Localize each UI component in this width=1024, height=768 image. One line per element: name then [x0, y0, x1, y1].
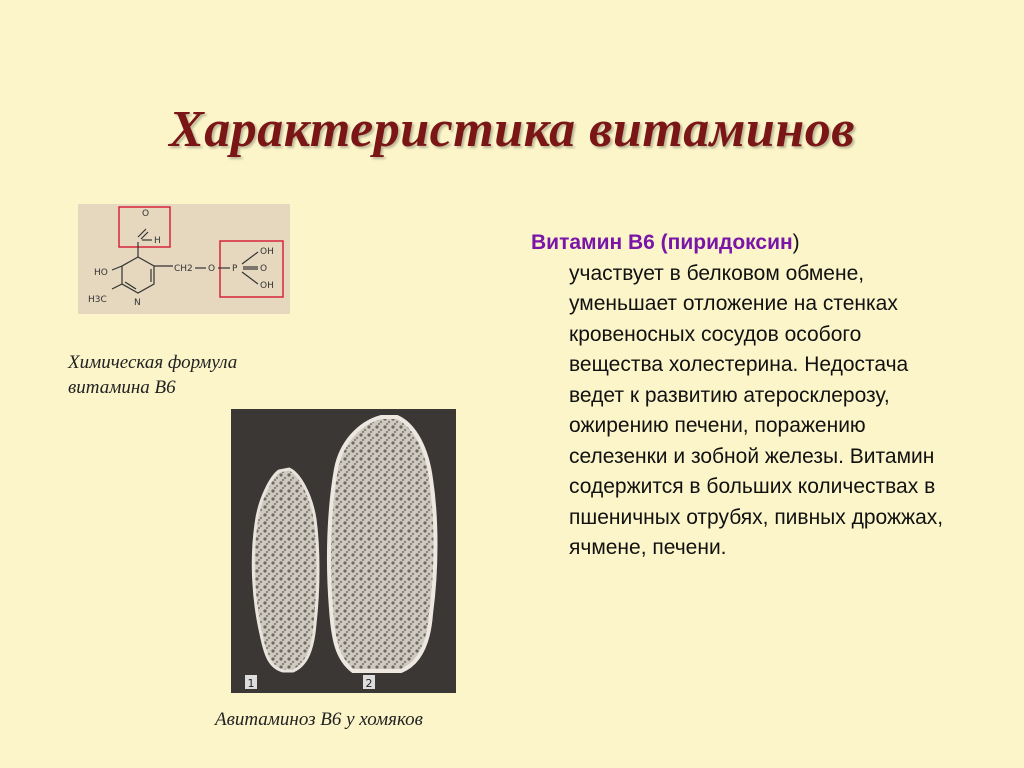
vitamin-description [531, 228, 951, 564]
hamster-2 [329, 417, 436, 671]
pyridoxal-phosphate-structure [78, 204, 290, 314]
vitamin-body-text: участвует в белковом обмене, уменьшает отложение на стенках кровеносных сосудов особого вещества холестерина. Недостача ведет к развитию атеросклерозу, ожирению печени, поражению селезенки и зобной железы. Витамин содержится в больших количествах в пшеничных отрубях, пивных дрожжах, ячмене, печени. [569, 261, 944, 559]
formula-caption: Химическая формула витамина В6 [68, 352, 238, 398]
nitrogen-label: N [134, 298, 141, 308]
hydroxyl-label: HO [94, 268, 108, 278]
chemical-formula-image [78, 204, 290, 314]
vitamin-heading [531, 231, 800, 254]
hamster-label-1: 1 [247, 677, 255, 690]
ch2-label: CH2 [174, 264, 193, 274]
photo-caption: Авитаминоз В6 у хомяков [215, 709, 423, 730]
hamster-label-2: 2 [365, 677, 373, 690]
oxygen-label: O [142, 209, 150, 219]
phosphate-oh-label-2: OH [260, 281, 274, 291]
hamster-photo [231, 409, 456, 693]
hamster-1 [253, 469, 318, 671]
vitamin-heading-text: Витамин В6 (пиридоксин [531, 231, 793, 254]
phosphorus-label: P [232, 264, 238, 274]
hydrogen-label: H [154, 236, 161, 246]
phosphate-oxygen-label: O [260, 264, 268, 274]
methyl-label: H3C [88, 295, 107, 305]
slide-title: Характеристика витаминов [169, 101, 855, 158]
vitamin-heading-paren: ) [792, 231, 800, 254]
ester-oxygen-label: O [208, 264, 216, 274]
hamster-photo-drawing [231, 409, 456, 693]
phosphate-oh-label-1: OH [260, 247, 274, 257]
